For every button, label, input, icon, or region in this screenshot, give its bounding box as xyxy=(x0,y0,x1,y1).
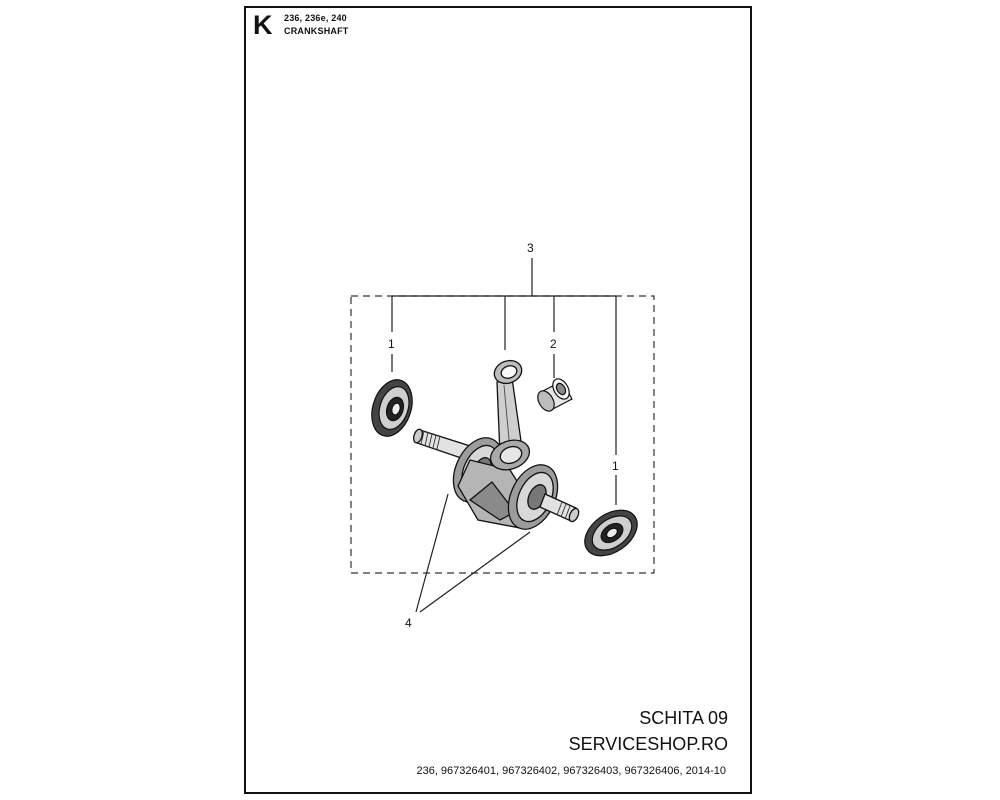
right-seal xyxy=(576,501,645,565)
shop-name: SERVICESHOP.RO xyxy=(568,734,728,754)
section-letter: K xyxy=(253,10,273,40)
callout-seal-left: 1 xyxy=(388,337,395,351)
model-codes-footer: 236, 967326401, 967326402, 967326403, 967326406, 2014-10 xyxy=(416,765,726,777)
model-list: 236, 236e, 240 xyxy=(284,13,347,23)
sheet-number: SCHITA 09 xyxy=(639,708,728,728)
callout-bearing: 2 xyxy=(550,337,557,351)
drawing-title: CRANKSHAFT xyxy=(284,26,349,36)
callout-seal-right: 1 xyxy=(612,459,619,473)
callout-crankshaft: 4 xyxy=(405,616,412,630)
needle-bearing xyxy=(534,376,572,414)
callout-assembly: 3 xyxy=(527,241,534,255)
left-seal xyxy=(365,375,419,442)
